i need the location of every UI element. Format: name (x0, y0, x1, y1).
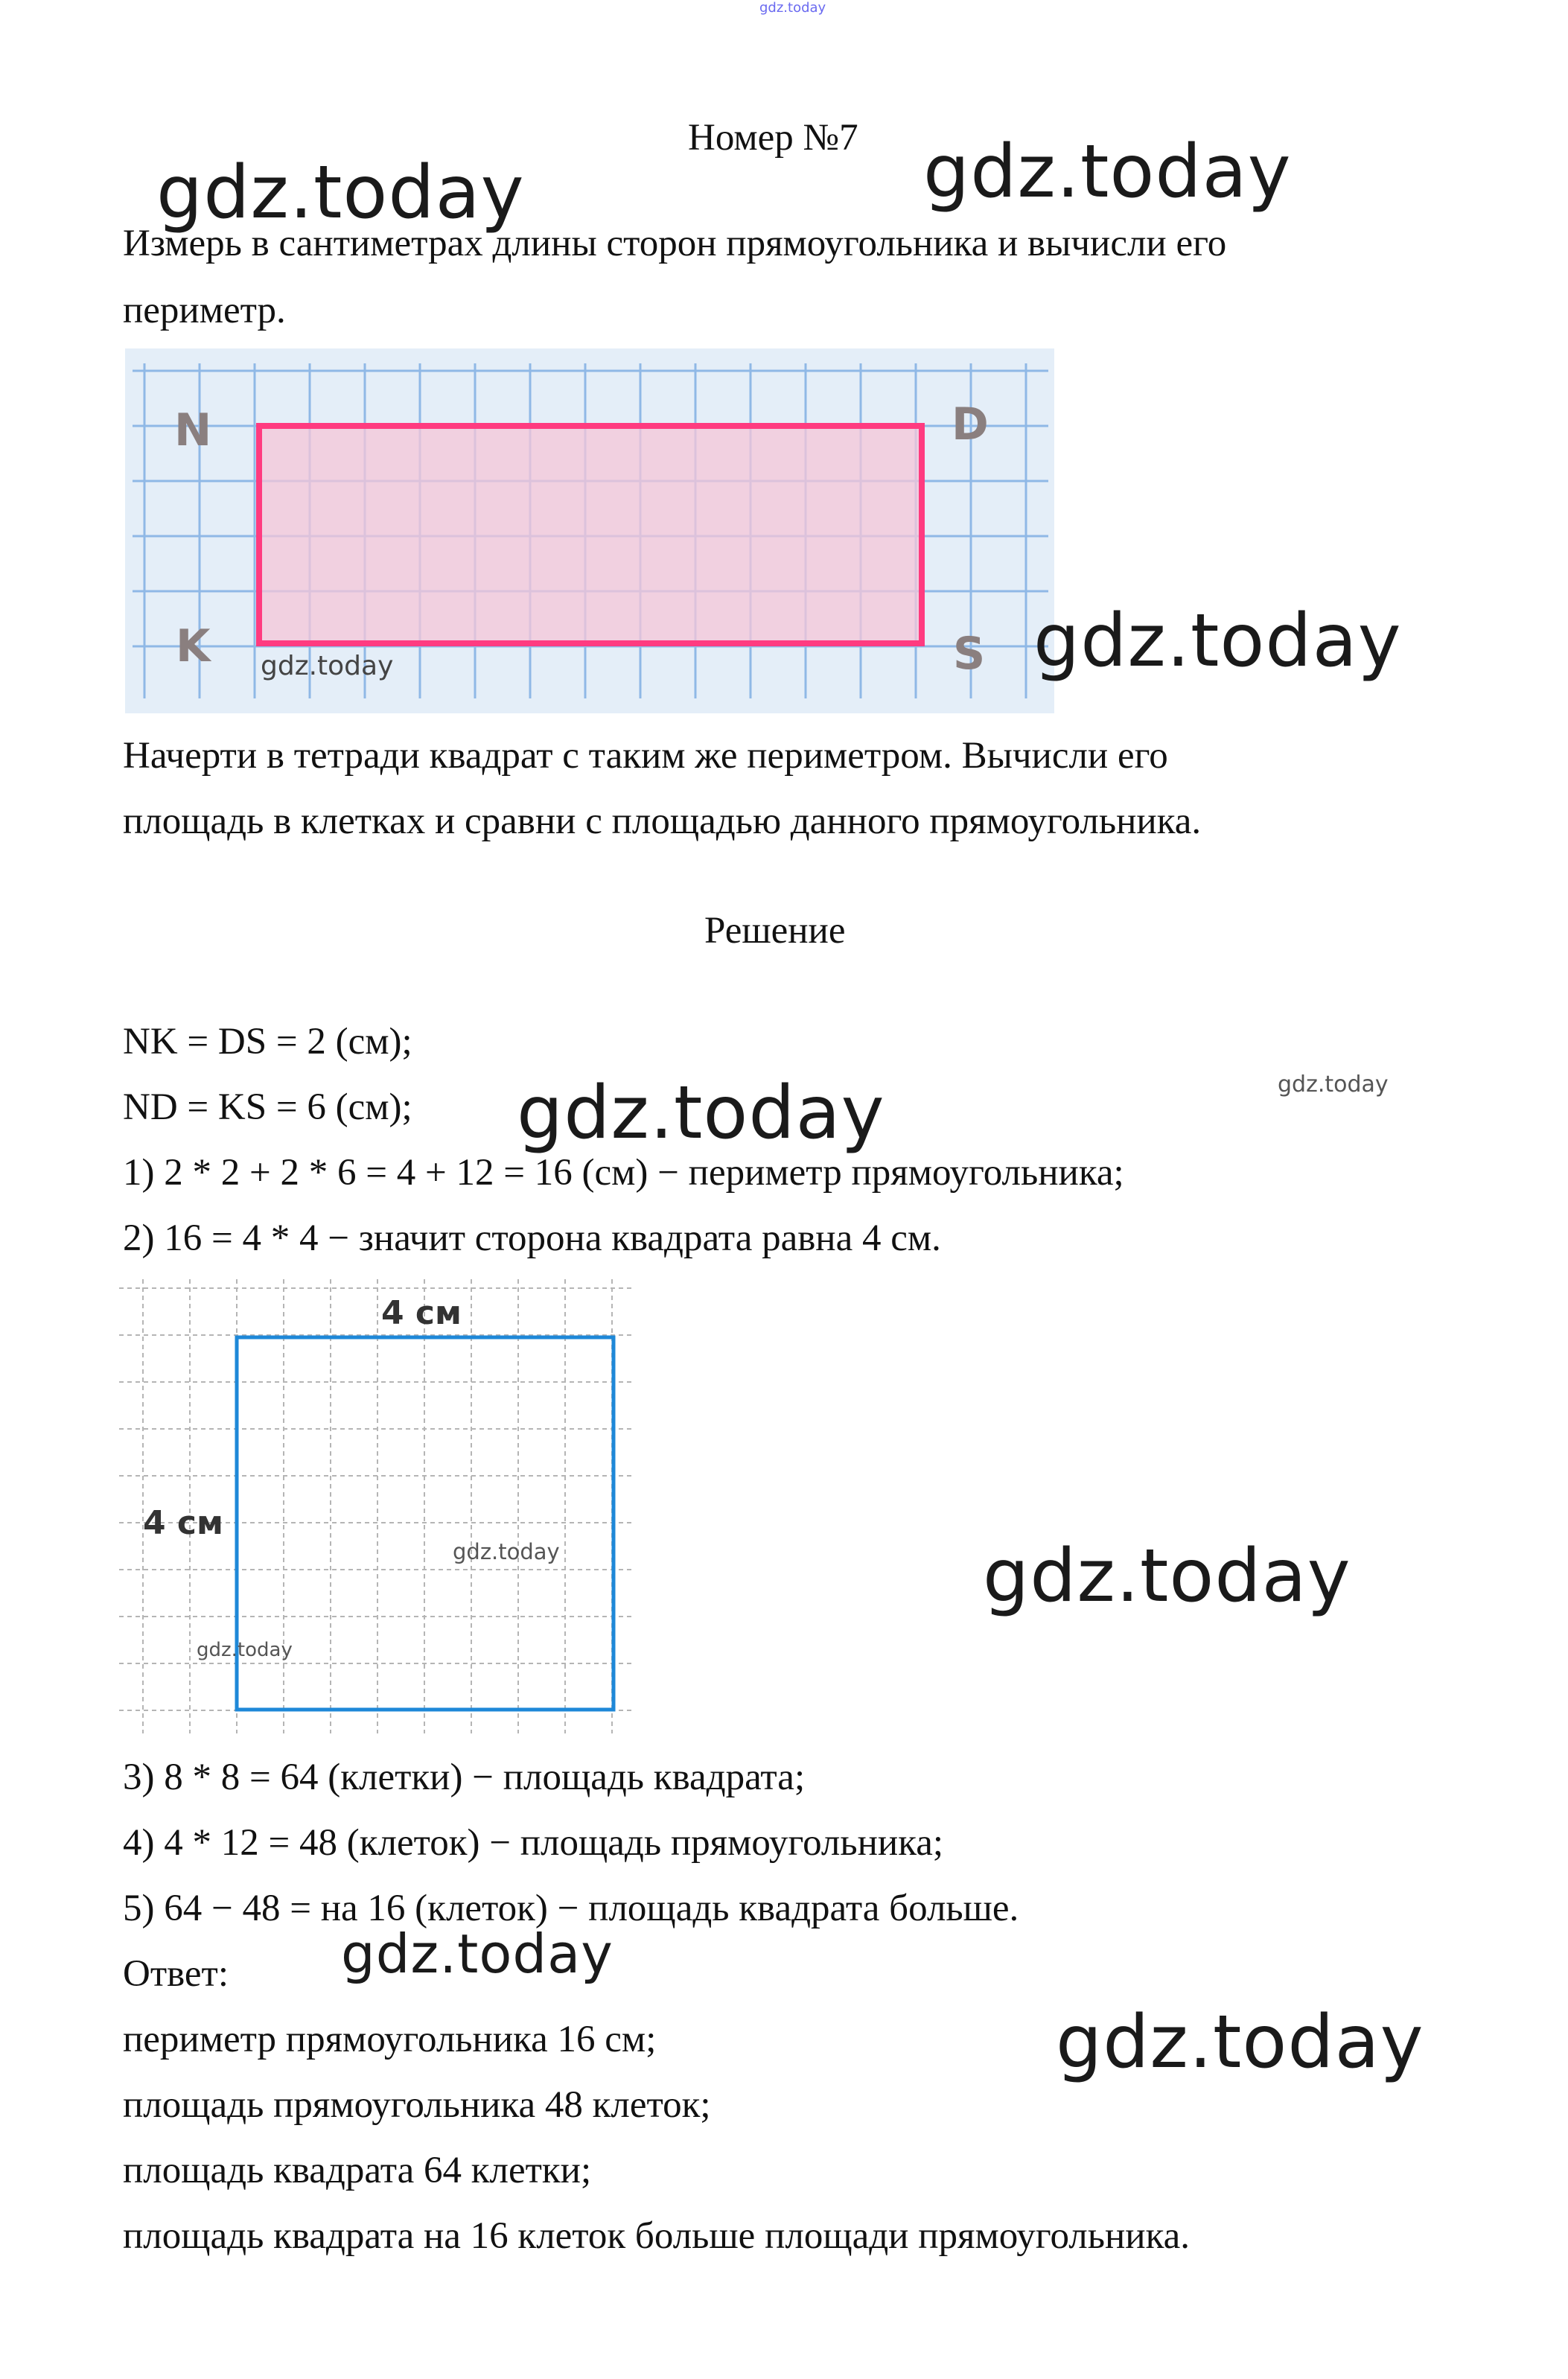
solution-line: ND = KS = 6 (см); (123, 1086, 412, 1128)
watermark: gdz.today (517, 1071, 885, 1156)
square-left-label: 4 см (143, 1504, 223, 1542)
watermark: gdz.today (453, 1539, 560, 1564)
solution-step: 3) 8 * 8 = 64 (клетки) − площадь квадрата; (123, 1757, 806, 1798)
answer-label: Ответ: (123, 1953, 229, 1995)
task-text-line: периметр. (123, 290, 286, 331)
task-text-line: площадь в клетках и сравни с площадью данного прямоугольника. (123, 800, 1202, 842)
watermark-top: gdz.today (759, 0, 826, 16)
answer-line: площадь квадрата 64 клетки; (123, 2150, 592, 2191)
solution-step: 4) 4 * 12 = 48 (клеток) − площадь прямоугольника; (123, 1822, 944, 1864)
rectangle-figure (125, 348, 1054, 713)
task-text-line: Начерти в тетради квадрат с таким же периметром. Вычисли его (123, 735, 1168, 777)
watermark: gdz.today (156, 150, 525, 235)
vertex-label-k: K (176, 620, 211, 672)
square-figure (119, 1279, 640, 1741)
task-number: Номер №7 (688, 117, 858, 159)
solution-line: NK = DS = 2 (см); (123, 1021, 412, 1063)
answer-line: периметр прямоугольника 16 см; (123, 2019, 657, 2060)
watermark: gdz.today (341, 1923, 614, 1985)
watermark: gdz.today (923, 130, 1292, 214)
vertex-label-d: D (952, 398, 989, 450)
square-top-label: 4 см (381, 1294, 462, 1332)
answer-line: площадь прямоугольника 48 клеток; (123, 2084, 711, 2126)
solution-step: 5) 64 − 48 = на 16 (клеток) − площадь квадрата больше. (123, 1888, 1019, 1929)
watermark: gdz.today (197, 1639, 293, 1661)
task-text-line: Измерь в сантиметрах длины сторон прямоугольника и вычисли его (123, 223, 1227, 264)
vertex-label-s: S (953, 628, 986, 680)
solution-step: 2) 16 = 4 * 4 − значит сторона квадрата равна 4 см. (123, 1217, 941, 1259)
rectangle-nkds (259, 426, 922, 643)
watermark: gdz.today (261, 651, 394, 681)
vertex-label-n: N (174, 404, 212, 456)
watermark: gdz.today (1033, 599, 1402, 684)
solution-title: Решение (704, 910, 846, 952)
watermark: gdz.today (1278, 1071, 1389, 1098)
watermark: gdz.today (983, 1534, 1351, 1619)
answer-line: площадь квадрата на 16 клеток больше площади прямоугольника. (123, 2215, 1190, 2257)
watermark: gdz.today (1056, 2000, 1424, 2085)
solution-step: 1) 2 * 2 + 2 * 6 = 4 + 12 = 16 (см) − периметр прямоугольника; (123, 1152, 1124, 1194)
